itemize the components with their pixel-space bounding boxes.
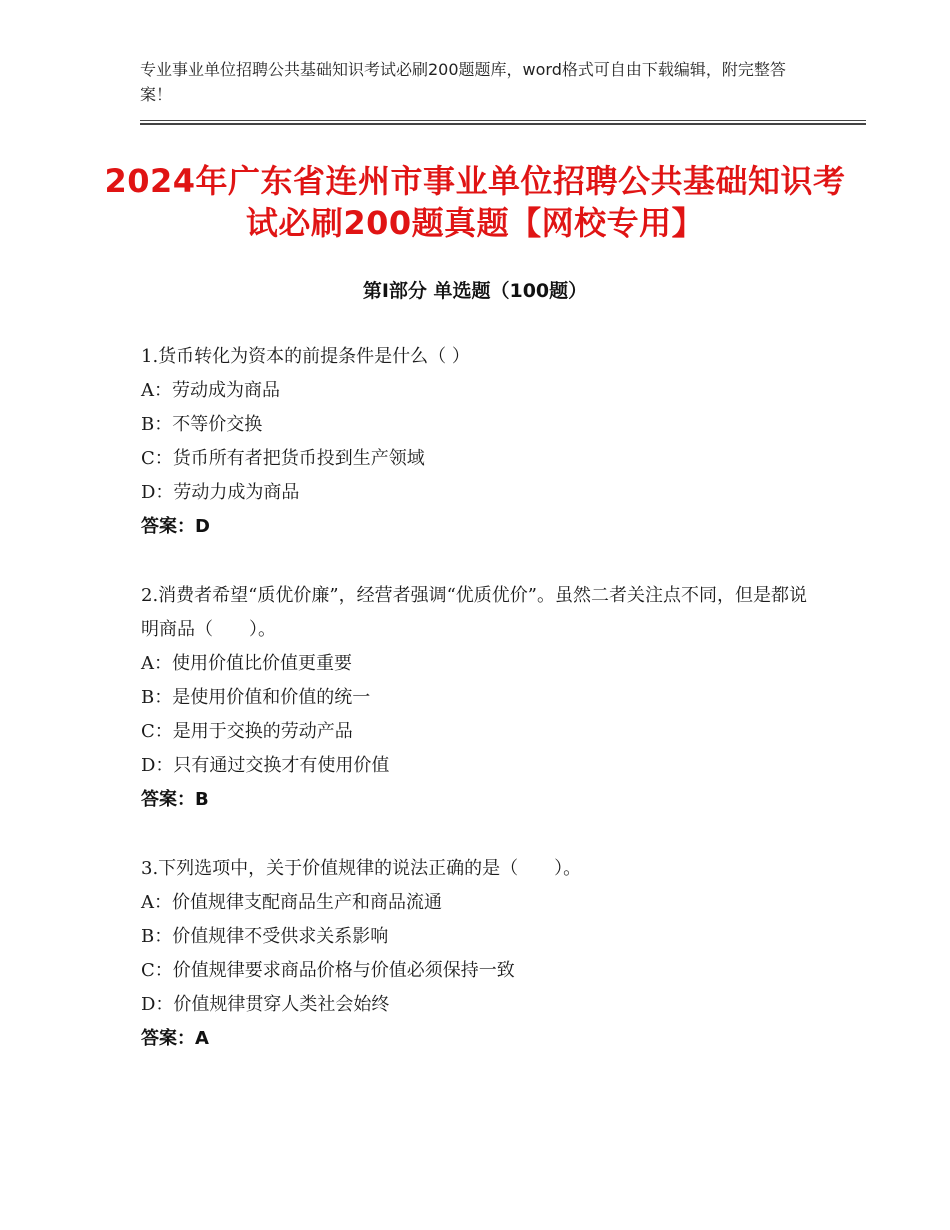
section-heading: 第Ⅰ部分 单选题（100题） <box>362 280 588 302</box>
question-stem: 1.货币转化为资本的前提条件是什么（ ） <box>141 346 470 367</box>
question-stem: 3.下列选项中，关于价值规律的说法正确的是（ ）。 <box>141 858 582 879</box>
option-c: C：货币所有者把货币投到生产领域 <box>141 448 425 469</box>
option-a: A：劳动成为商品 <box>141 380 280 401</box>
question-stem: 2.消费者希望“质优价廉”，经营者强调“优质优价”。虽然二者关注点不同，但是都说明商品（ ）。 <box>141 585 807 640</box>
option-b: B：不等价交换 <box>141 414 263 435</box>
answer: 答案：A <box>141 1028 209 1049</box>
question-1 <box>141 340 821 544</box>
option-b: B：价值规律不受供求关系影响 <box>141 926 389 947</box>
option-c: C：价值规律要求商品价格与价值必须保持一致 <box>141 960 515 981</box>
header-note: 专业事业单位招聘公共基础知识考试必刷200题题库，word格式可自由下载编辑，附完整答案！ <box>140 60 786 104</box>
header-divider <box>140 120 866 125</box>
option-b: B：是使用价值和价值的统一 <box>141 687 371 708</box>
document-title: 2024年广东省连州市事业单位招聘公共基础知识考试必刷200题真题【网校专用】 <box>104 162 846 242</box>
question-list <box>141 340 821 1091</box>
option-c: C：是用于交换的劳动产品 <box>141 721 353 742</box>
question-3 <box>141 852 821 1056</box>
option-d: D：只有通过交换才有使用价值 <box>141 755 390 776</box>
option-a: A：使用价值比价值更重要 <box>141 653 352 674</box>
option-d: D：劳动力成为商品 <box>141 482 300 503</box>
option-a: A：价值规律支配商品生产和商品流通 <box>141 892 442 913</box>
answer: 答案：B <box>141 789 209 810</box>
option-d: D：价值规律贯穿人类社会始终 <box>141 994 390 1015</box>
answer: 答案：D <box>141 516 210 537</box>
question-2 <box>141 579 821 817</box>
